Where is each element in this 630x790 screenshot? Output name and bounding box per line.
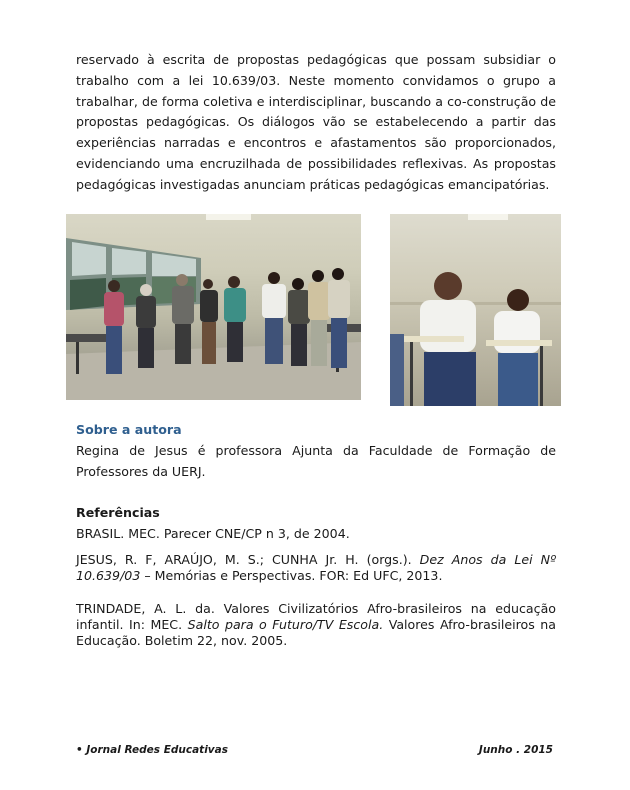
reference-text: JESUS, R. F, ARAÚJO, M. S.; CUNHA Jr. H. (orgs.). (76, 552, 420, 567)
reference-title: Salto para o Futuro/TV Escola. (187, 617, 384, 632)
intro-paragraph: reservado à escrita de propostas pedagógicas que possam subsidiar o trabalho com a lei 10.639/03. Neste momento convidamos o grupo a trabalhar, de forma coletiva e interdisciplinar, buscando a co-construção de propostas pedagógicas. Os diálogos vão se estabelecendo a partir das experiências narradas e encontros e afastamentos são proporcionados, evidenciando uma encruzilhada de possibilidades reflexivas. As propostas pedagógicas investigadas anunciam práticas pedagógicas emancipatórias. (76, 52, 556, 192)
reference-text: TRINDADE, A. L. da. Valores Civilizatórios Afro-brasileiros na educação infantil. In: MEC. (76, 601, 556, 632)
reference-text: – Memórias e Perspectivas. FOR: Ed UFC, 2013. (140, 568, 443, 583)
reference-item (76, 526, 556, 542)
reference-text: BRASIL. MEC. Parecer CNE/CP n 3, de 2004. (76, 526, 350, 541)
references-heading: Referências (76, 505, 160, 520)
reference-title: Dez Anos da Lei Nº 10.639/03 (76, 552, 556, 583)
group-photo (66, 214, 361, 400)
reference-item (76, 552, 556, 584)
author-text: Regina de Jesus é professora Ajunta da Faculdade de Formação de Professores da UERJ. (76, 443, 556, 479)
footer-journal-name: • Jornal Redes Educativas (76, 744, 228, 756)
reference-item (76, 601, 556, 649)
author-heading: Sobre a autora (76, 422, 182, 437)
footer-date: Junho . 2015 (478, 744, 553, 756)
pair-photo (390, 214, 561, 406)
reference-text: Valores Afro-brasileiros na Educação. Boletim 22, nov. 2005. (76, 617, 557, 648)
